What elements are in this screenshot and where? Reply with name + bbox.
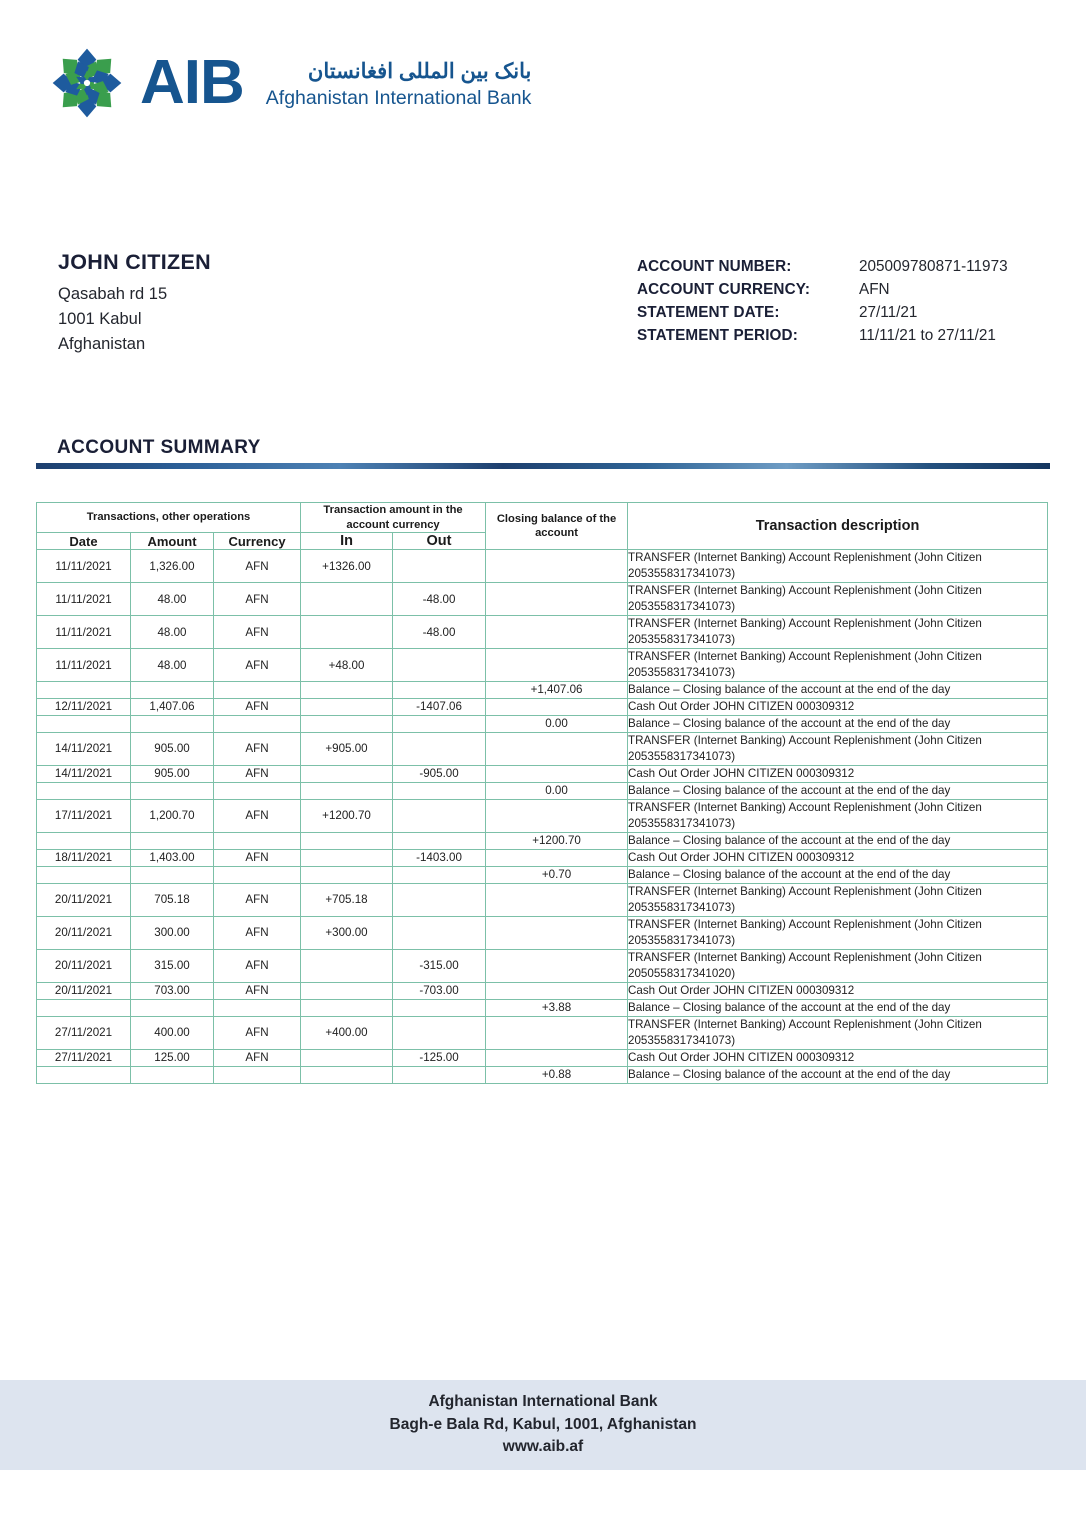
table-row <box>37 616 1048 649</box>
footer-website[interactable]: www.aib.af <box>502 1438 584 1456</box>
cell-description: TRANSFER (Internet Banking) Account Replenishment (John Citizen 2053558317341073) <box>628 649 1048 682</box>
header-amount: Amount <box>131 533 214 550</box>
cell-in <box>301 583 393 616</box>
table-row <box>37 682 1048 699</box>
cell-currency <box>214 682 301 699</box>
cell-date: 11/11/2021 <box>37 550 131 583</box>
account-currency-row <box>637 279 1008 302</box>
table-row <box>37 883 1048 916</box>
customer-address-line2: 1001 Kabul <box>58 310 142 329</box>
cell-description: TRANSFER (Internet Banking) Account Replenishment (John Citizen 2053558317341073) <box>628 883 1048 916</box>
cell-description: Cash Out Order JOHN CITIZEN 000309312 <box>628 765 1048 782</box>
header-transactions-group: Transactions, other operations <box>37 503 301 533</box>
cell-date: 18/11/2021 <box>37 849 131 866</box>
cell-in <box>301 982 393 999</box>
header-out: Out <box>393 533 486 550</box>
cell-description: Balance – Closing balance of the account at the end of the day <box>628 715 1048 732</box>
cell-amount: 1,403.00 <box>131 849 214 866</box>
cell-date <box>37 866 131 883</box>
cell-date <box>37 682 131 699</box>
cell-currency <box>214 715 301 732</box>
cell-date: 27/11/2021 <box>37 1049 131 1066</box>
cell-in: +300.00 <box>301 916 393 949</box>
cell-currency <box>214 999 301 1016</box>
cell-amount: 48.00 <box>131 583 214 616</box>
account-currency-label: ACCOUNT CURRENCY: <box>637 280 811 298</box>
aib-rosette-logo-icon <box>48 44 126 122</box>
cell-date: 11/11/2021 <box>37 649 131 682</box>
cell-balance: 0.00 <box>486 715 628 732</box>
cell-out: -1407.06 <box>393 698 486 715</box>
cell-description: Cash Out Order JOHN CITIZEN 000309312 <box>628 1049 1048 1066</box>
header-currency: Currency <box>214 533 301 550</box>
brand-name-arabic: بانک بین المللی افغانستان <box>307 60 532 84</box>
cell-description: Balance – Closing balance of the account at the end of the day <box>628 782 1048 799</box>
cell-description: TRANSFER (Internet Banking) Account Replenishment (John Citizen 2050558317341020) <box>628 949 1048 982</box>
cell-out <box>393 916 486 949</box>
cell-out <box>393 782 486 799</box>
cell-balance <box>486 616 628 649</box>
cell-amount: 125.00 <box>131 1049 214 1066</box>
cell-in: +1200.70 <box>301 799 393 832</box>
cell-amount: 905.00 <box>131 765 214 782</box>
cell-description: TRANSFER (Internet Banking) Account Replenishment (John Citizen 2053558317341073) <box>628 583 1048 616</box>
table-row <box>37 832 1048 849</box>
header-transaction-description: Transaction description <box>628 503 1048 550</box>
cell-in <box>301 832 393 849</box>
cell-date: 20/11/2021 <box>37 982 131 999</box>
account-number-label: ACCOUNT NUMBER: <box>637 258 792 275</box>
table-row <box>37 732 1048 765</box>
cell-in <box>301 999 393 1016</box>
cell-amount: 705.18 <box>131 883 214 916</box>
cell-balance <box>486 765 628 782</box>
cell-description: TRANSFER (Internet Banking) Account Replenishment (John Citizen 2053558317341073) <box>628 550 1048 583</box>
cell-out: -315.00 <box>393 949 486 982</box>
table-row <box>37 916 1048 949</box>
cell-in <box>301 682 393 699</box>
cell-amount: 905.00 <box>131 732 214 765</box>
table-row <box>37 550 1048 583</box>
cell-date: 12/11/2021 <box>37 698 131 715</box>
cell-in: +705.18 <box>301 883 393 916</box>
cell-out <box>393 732 486 765</box>
cell-currency <box>214 866 301 883</box>
cell-amount <box>131 866 214 883</box>
section-divider-bar <box>36 463 1050 469</box>
footer-address: Bagh-e Bala Rd, Kabul, 1001, Afghanistan <box>389 1415 697 1433</box>
cell-amount: 315.00 <box>131 949 214 982</box>
cell-balance <box>486 583 628 616</box>
cell-currency: AFN <box>214 550 301 583</box>
cell-balance <box>486 799 628 832</box>
cell-out <box>393 649 486 682</box>
cell-currency: AFN <box>214 583 301 616</box>
cell-date: 17/11/2021 <box>37 799 131 832</box>
footer-bank-name: Afghanistan International Bank <box>428 1393 658 1411</box>
statement-date-row <box>637 302 1008 325</box>
table-group-header-row <box>37 503 1048 533</box>
statement-period-value: 11/11/21 to 27/11/21 <box>859 326 996 344</box>
cell-description: Cash Out Order JOHN CITIZEN 000309312 <box>628 698 1048 715</box>
cell-description: Balance – Closing balance of the account at the end of the day <box>628 999 1048 1016</box>
cell-description: Balance – Closing balance of the account at the end of the day <box>628 1066 1048 1083</box>
brand-name-english: Afghanistan International Bank <box>265 87 532 110</box>
cell-amount: 1,200.70 <box>131 799 214 832</box>
table-row <box>37 715 1048 732</box>
cell-balance <box>486 550 628 583</box>
cell-description: TRANSFER (Internet Banking) Account Replenishment (John Citizen 2053558317341073) <box>628 799 1048 832</box>
account-number-row <box>637 256 1008 279</box>
cell-in <box>301 715 393 732</box>
cell-currency: AFN <box>214 616 301 649</box>
cell-out: -48.00 <box>393 616 486 649</box>
customer-address-line1: Qasabah rd 15 <box>58 285 168 303</box>
cell-balance <box>486 849 628 866</box>
header-in: In <box>301 533 393 550</box>
cell-balance: +1,407.06 <box>486 682 628 699</box>
cell-out: -905.00 <box>393 765 486 782</box>
table-row <box>37 765 1048 782</box>
cell-in <box>301 866 393 883</box>
cell-balance: +0.70 <box>486 866 628 883</box>
statement-period-row <box>637 325 1008 348</box>
cell-date <box>37 999 131 1016</box>
cell-in <box>301 1066 393 1083</box>
table-row <box>37 866 1048 883</box>
cell-description: Cash Out Order JOHN CITIZEN 000309312 <box>628 849 1048 866</box>
cell-amount: 300.00 <box>131 916 214 949</box>
customer-name: JOHN CITIZEN <box>58 250 211 274</box>
cell-out: -125.00 <box>393 1049 486 1066</box>
table-row <box>37 999 1048 1016</box>
cell-currency <box>214 782 301 799</box>
cell-in: +400.00 <box>301 1016 393 1049</box>
cell-currency: AFN <box>214 982 301 999</box>
cell-in: +1326.00 <box>301 550 393 583</box>
cell-description: TRANSFER (Internet Banking) Account Replenishment (John Citizen 2053558317341073) <box>628 1016 1048 1049</box>
cell-in <box>301 782 393 799</box>
cell-currency: AFN <box>214 949 301 982</box>
cell-description: TRANSFER (Internet Banking) Account Replenishment (John Citizen 2053558317341073) <box>628 732 1048 765</box>
section-title-account-summary: ACCOUNT SUMMARY <box>57 437 261 458</box>
customer-address-line3: Afghanistan <box>58 335 146 354</box>
cell-balance: +1200.70 <box>486 832 628 849</box>
table-row <box>37 583 1048 616</box>
cell-balance: +0.88 <box>486 1066 628 1083</box>
statement-period-label: STATEMENT PERIOD: <box>637 326 798 344</box>
cell-currency: AFN <box>214 1049 301 1066</box>
cell-date: 27/11/2021 <box>37 1016 131 1049</box>
document-footer <box>0 1380 1086 1470</box>
cell-balance <box>486 1016 628 1049</box>
statement-date-value: 27/11/21 <box>859 303 918 321</box>
cell-currency <box>214 832 301 849</box>
statement-date-label: STATEMENT DATE: <box>637 303 780 321</box>
cell-balance <box>486 949 628 982</box>
cell-out <box>393 682 486 699</box>
cell-date: 20/11/2021 <box>37 949 131 982</box>
table-row <box>37 1066 1048 1083</box>
header-amount-in-currency-group: Transaction amount in the account currency <box>301 503 486 533</box>
brand-abbreviation: AIB <box>140 48 244 117</box>
cell-amount: 48.00 <box>131 616 214 649</box>
cell-out <box>393 883 486 916</box>
cell-in: +48.00 <box>301 649 393 682</box>
cell-currency: AFN <box>214 799 301 832</box>
cell-out <box>393 715 486 732</box>
cell-date: 11/11/2021 <box>37 583 131 616</box>
cell-out <box>393 1066 486 1083</box>
cell-out: -48.00 <box>393 583 486 616</box>
cell-in <box>301 765 393 782</box>
cell-balance <box>486 916 628 949</box>
cell-date: 20/11/2021 <box>37 883 131 916</box>
account-number-value: 205009780871-11973 <box>859 258 1008 275</box>
account-currency-value: AFN <box>859 280 890 298</box>
cell-date: 11/11/2021 <box>37 616 131 649</box>
header-date: Date <box>37 533 131 550</box>
table-row <box>37 649 1048 682</box>
cell-description: Balance – Closing balance of the account at the end of the day <box>628 832 1048 849</box>
customer-address-block <box>58 250 211 357</box>
table-row <box>37 949 1048 982</box>
table-row <box>37 698 1048 715</box>
cell-amount <box>131 1066 214 1083</box>
cell-currency <box>214 1066 301 1083</box>
table-row <box>37 1049 1048 1066</box>
cell-amount <box>131 832 214 849</box>
cell-balance: +3.88 <box>486 999 628 1016</box>
table-row <box>37 982 1048 999</box>
cell-currency: AFN <box>214 883 301 916</box>
cell-in <box>301 616 393 649</box>
cell-amount: 1,326.00 <box>131 550 214 583</box>
cell-date <box>37 1066 131 1083</box>
cell-currency: AFN <box>214 698 301 715</box>
cell-in: +905.00 <box>301 732 393 765</box>
transactions-table <box>36 502 1048 1084</box>
cell-out: -1403.00 <box>393 849 486 866</box>
cell-balance <box>486 649 628 682</box>
cell-amount <box>131 782 214 799</box>
table-body <box>37 550 1048 1084</box>
cell-date <box>37 715 131 732</box>
cell-amount <box>131 999 214 1016</box>
cell-date <box>37 832 131 849</box>
cell-in <box>301 849 393 866</box>
cell-out <box>393 799 486 832</box>
cell-balance: 0.00 <box>486 782 628 799</box>
cell-balance <box>486 1049 628 1066</box>
cell-amount <box>131 715 214 732</box>
cell-currency: AFN <box>214 732 301 765</box>
cell-date: 20/11/2021 <box>37 916 131 949</box>
table-head <box>37 503 1048 550</box>
cell-date <box>37 782 131 799</box>
cell-in <box>301 1049 393 1066</box>
cell-date: 14/11/2021 <box>37 765 131 782</box>
cell-balance <box>486 982 628 999</box>
cell-balance <box>486 883 628 916</box>
cell-balance <box>486 698 628 715</box>
table-row <box>37 1016 1048 1049</box>
cell-description: TRANSFER (Internet Banking) Account Replenishment (John Citizen 2053558317341073) <box>628 916 1048 949</box>
cell-description: Cash Out Order JOHN CITIZEN 000309312 <box>628 982 1048 999</box>
cell-amount: 48.00 <box>131 649 214 682</box>
table-row <box>37 849 1048 866</box>
cell-in <box>301 949 393 982</box>
cell-description: TRANSFER (Internet Banking) Account Replenishment (John Citizen 2053558317341073) <box>628 616 1048 649</box>
cell-out <box>393 866 486 883</box>
cell-out <box>393 832 486 849</box>
cell-description: Balance – Closing balance of the account at the end of the day <box>628 866 1048 883</box>
table-row <box>37 782 1048 799</box>
cell-amount: 703.00 <box>131 982 214 999</box>
document-header <box>48 44 531 122</box>
cell-out <box>393 999 486 1016</box>
cell-currency: AFN <box>214 765 301 782</box>
header-closing-balance: Closing balance of the account <box>486 503 628 550</box>
cell-balance <box>486 732 628 765</box>
cell-currency: AFN <box>214 1016 301 1049</box>
cell-in <box>301 698 393 715</box>
cell-amount: 400.00 <box>131 1016 214 1049</box>
table-row <box>37 799 1048 832</box>
cell-currency: AFN <box>214 849 301 866</box>
account-details-block <box>637 256 1008 348</box>
cell-currency: AFN <box>214 916 301 949</box>
cell-out <box>393 1016 486 1049</box>
cell-out <box>393 550 486 583</box>
cell-description: Balance – Closing balance of the account at the end of the day <box>628 682 1048 699</box>
cell-amount: 1,407.06 <box>131 698 214 715</box>
cell-currency: AFN <box>214 649 301 682</box>
cell-amount <box>131 682 214 699</box>
cell-date: 14/11/2021 <box>37 732 131 765</box>
cell-out: -703.00 <box>393 982 486 999</box>
